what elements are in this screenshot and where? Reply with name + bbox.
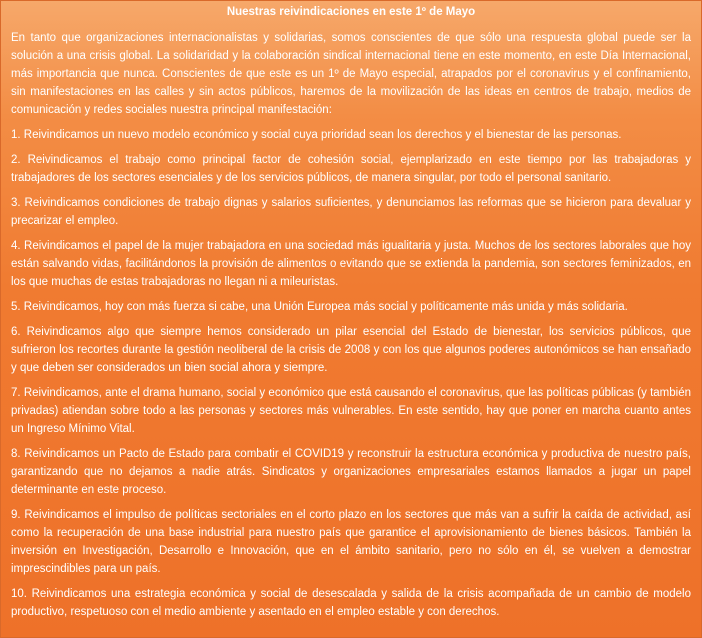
intro-paragraph: En tanto que organizaciones internacionalistas y solidarias, somos conscientes de que sólo una respuesta global puede ser la solución a una crisis global. La solidaridad y la colaboración sindical internacional tiene en este momento, en este Día Internacional, más importancia que nunca. Conscientes de que este es un 1º de Mayo especial, atrapados por el coronavirus y el confinamiento, sin manifestaciones en las calles y sin actos públicos, haremos de la movilización de las ideas en centros de trabajo, medios de comunicación y redes sociales nuestra principal manifestación:: [11, 32, 691, 116]
demand-item-8: 8. Reivindicamos un Pacto de Estado para combatir el COVID19 y reconstruir la estructura económica y productiva de nuestro país, garantizando que no dejamos a nadie atrás. Sindicatos y organizaciones empresariales estamos llamados a jugar un papel determinante en este proceso.: [11, 448, 691, 496]
demand-item-3: 3. Reivindicamos condiciones de trabajo dignas y salarios suficientes, y denunciamos las reformas que se hicieron para devaluar y precarizar el empleo.: [11, 197, 691, 227]
demand-item-7: 7. Reivindicamos, ante el drama humano, social y económico que está causando el coronavirus, que las políticas públicas (y también privadas) atiendan sobre todo a las personas y sectores más vulnerables. En este sentido, hay que poner en marcha cuanto antes un Ingreso Mínimo Vital.: [11, 387, 691, 435]
demand-item-5: 5. Reivindicamos, hoy con más fuerza si cabe, una Unión Europea más social y políticamente más unida y más solidaria.: [11, 301, 628, 313]
demand-item-6: 6. Reivindicamos algo que siempre hemos considerado un pilar esencial del Estado de bienestar, los servicios públicos, que sufrieron los recortes durante la gestión neoliberal de la crisis de 2008 y con los que algunos poderes autonómicos se han ensañado y que deben ser considerados un bien social ahora y siempre.: [11, 326, 691, 374]
demand-item-4: 4. Reivindicamos el papel de la mujer trabajadora en una sociedad más igualitaria y justa. Muchos de los sectores laborales que hoy están salvando vidas, facilitándonos la provisión de alimentos o evitando que se extienda la pandemia, son sectores feminizados, en los que muchas de estas trabajadoras no llegan ni a mileuristas.: [11, 240, 691, 288]
demand-item-1: 1. Reivindicamos un nuevo modelo económico y social cuya prioridad sean los derechos y el bienestar de las personas.: [11, 129, 622, 141]
demand-item-9: 9. Reivindicamos el impulso de políticas sectoriales en el corto plazo en los sectores que más van a sufrir la caída de actividad, así como la recuperación de una base industrial para nuestro país que garantice el aprovisionamiento de bienes básicos. También la inversión en Investigación, Desarrollo e Innovación, que en el ámbito sanitario, pero no sólo en él, se vuelven a demostrar imprescindibles para un país.: [11, 509, 691, 575]
demand-item-2: 2. Reivindicamos el trabajo como principal factor de cohesión social, ejemplarizado en este tiempo por las trabajadoras y trabajadores de los sectores esenciales y de los servicios públicos, de manera singular, por todo el personal sanitario.: [11, 154, 691, 184]
document-title: Nuestras reivindicaciones en este 1º de Mayo: [226, 6, 476, 18]
demand-item-10: 10. Reivindicamos una estrategia económica y social de desescalada y salida de la crisis acompañada de un cambio de modelo productivo, respetuoso con el medio ambiente y asentado en el empleo estable y con derechos.: [11, 588, 691, 618]
